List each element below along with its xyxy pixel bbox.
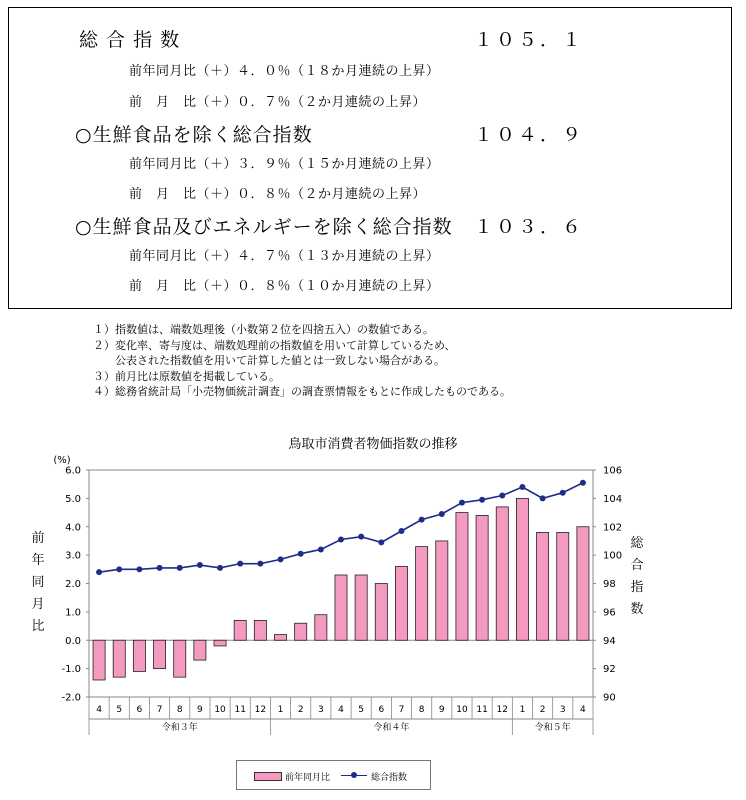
y-left-tick: -2.0 [61, 692, 81, 704]
y-left-tick: 6.0 [65, 465, 81, 477]
bar-yoy [194, 640, 206, 660]
point-index [318, 546, 324, 552]
bar-yoy [436, 541, 448, 640]
x-tick-label: 1 [277, 705, 284, 715]
x-tick-label: 11 [476, 705, 488, 715]
y-left-tick: 4.0 [65, 522, 81, 534]
x-tick-label: 9 [438, 705, 445, 715]
note-3: 公表された指数値を用いて計算した値とは一致しない場合がある。 [93, 354, 445, 368]
point-index [298, 551, 304, 557]
bar-yoy [375, 584, 387, 641]
note-2: ２）変化率、寄与度は、端数処理前の指数値を用いて計算しているため、 [93, 338, 456, 352]
x-tick-label: 3 [559, 705, 566, 715]
bar-yoy [476, 515, 488, 640]
bar-yoy [557, 532, 569, 640]
headline-value: １０５．１ [474, 29, 585, 51]
legend [236, 760, 431, 790]
point-index [157, 565, 163, 571]
bar-yoy [577, 527, 589, 641]
note-5: ４）総務省統計局「小売物価統計調査」の調査票情報をもとに作成したものである。 [93, 385, 511, 399]
bar-yoy [93, 640, 105, 680]
point-index [237, 561, 243, 567]
point-index [96, 569, 102, 575]
point-index [177, 565, 183, 571]
legend-line-label: 総合指数 [371, 773, 408, 783]
bar-yoy [416, 547, 428, 641]
y-right-tick: 92 [603, 664, 616, 676]
core-label: ○生鮮食品を除く総合指数 [75, 124, 313, 146]
y-left-tick: -1.0 [61, 664, 81, 676]
x-tick-label: 7 [156, 705, 163, 715]
point-index [358, 534, 364, 540]
y-left-tick: 1.0 [65, 607, 81, 619]
x-tick-label: 4 [96, 705, 102, 715]
core-yoy: 前年同月比（＋）３．９％（１５か月連続の上昇） [129, 157, 440, 172]
bar-yoy [335, 575, 347, 640]
point-index [338, 537, 344, 543]
line-index [99, 483, 583, 572]
point-index [439, 511, 445, 517]
y-left-axis-label: 前 年 同 月 比 [31, 531, 45, 634]
bar-yoy [516, 498, 528, 640]
core-core-mom: 前 月 比（＋）０．８％（１０か月連続の上昇） [129, 279, 440, 294]
x-tick-label: 5 [116, 705, 123, 715]
core-core-label: ○生鮮食品及びエネルギーを除く総合指数 [75, 216, 453, 238]
y-right-tick: 94 [603, 635, 616, 647]
y-right-tick: 98 [603, 579, 616, 590]
headline-yoy: 前年同月比（＋）４．０％（１８か月連続の上昇） [129, 64, 440, 79]
x-tick-label: 7 [398, 705, 405, 715]
core-value: １０４．９ [474, 124, 585, 146]
bar-yoy [537, 532, 549, 640]
bar-yoy [254, 620, 266, 640]
x-tick-label: 12 [254, 705, 267, 715]
bar-yoy [295, 623, 307, 640]
point-index [580, 480, 586, 486]
y-right-tick: 102 [603, 522, 623, 534]
point-index [459, 500, 465, 506]
point-index [257, 561, 263, 567]
headline-mom: 前 月 比（＋）０．７％（２か月連続の上昇） [129, 95, 427, 110]
x-tick-label: 10 [214, 705, 226, 715]
y-left-tick: 0.0 [65, 635, 81, 647]
note-1: １）指数値は、端数処理後（小数第２位を四捨五入）の数値である。 [93, 323, 434, 336]
core-core-value: １０３．６ [474, 216, 585, 238]
x-tick-label: 1 [519, 705, 526, 715]
bar-yoy [234, 620, 246, 640]
x-tick-label: 4 [580, 705, 586, 715]
x-tick-label: 8 [176, 705, 183, 715]
x-tick-label: 6 [136, 705, 143, 715]
y-right-tick: 100 [603, 550, 623, 562]
point-index [419, 517, 425, 523]
point-index [278, 556, 284, 562]
bar-yoy [395, 566, 407, 640]
bar-yoy [355, 575, 367, 640]
point-index [217, 565, 223, 571]
year-label: 令和４年 [373, 723, 410, 733]
point-index [197, 562, 203, 568]
legend-bar-label: 前年同月比 [285, 773, 331, 783]
point-index [116, 566, 122, 572]
x-tick-label: 11 [234, 705, 246, 715]
x-tick-label: 12 [496, 705, 509, 715]
y-right-tick: 90 [603, 692, 616, 704]
y-right-tick: 104 [603, 493, 623, 505]
point-index [479, 497, 485, 503]
point-index [499, 493, 505, 499]
x-tick-label: 4 [338, 705, 344, 715]
point-index [519, 484, 525, 490]
y-left-unit: (%) [53, 455, 71, 466]
point-index [378, 539, 384, 545]
x-tick-label: 6 [378, 705, 385, 715]
x-tick-label: 9 [197, 705, 203, 715]
y-left-tick: 5.0 [65, 493, 81, 505]
legend-marker-swatch [351, 772, 357, 778]
bar-yoy [113, 640, 125, 677]
core-mom: 前 月 比（＋）０．８％（２か月連続の上昇） [129, 187, 427, 202]
bar-yoy [456, 513, 468, 641]
point-index [136, 566, 142, 572]
x-tick-label: 8 [418, 705, 425, 715]
year-label: 令和５年 [534, 723, 571, 733]
point-index [398, 528, 404, 534]
y-left-tick: 3.0 [65, 550, 81, 562]
bar-yoy [154, 640, 166, 668]
bar-yoy [274, 635, 286, 641]
bar-yoy [214, 640, 226, 646]
y-right-tick: 96 [603, 607, 616, 619]
bar-yoy [133, 640, 145, 671]
headline-label: 総 合 指 数 [79, 29, 181, 51]
x-tick-label: 2 [297, 705, 304, 715]
bar-yoy [496, 507, 508, 640]
bar-yoy [315, 615, 327, 641]
y-right-tick: 106 [603, 465, 623, 477]
year-label: 令和３年 [161, 723, 198, 733]
x-tick-label: 5 [358, 705, 365, 715]
point-index [540, 495, 546, 501]
point-index [560, 490, 566, 496]
chart-title: 鳥取市消費者物価指数の推移 [288, 437, 458, 452]
x-tick-label: 10 [456, 705, 468, 715]
bar-yoy [174, 640, 186, 677]
note-4: ３）前月比は原数値を掲載している。 [93, 369, 280, 383]
x-tick-label: 3 [317, 705, 324, 715]
x-tick-label: 2 [539, 705, 546, 715]
core-core-yoy: 前年同月比（＋）４．７％（１３か月連続の上昇） [129, 249, 440, 264]
y-left-tick: 2.0 [65, 579, 81, 590]
y-right-axis-label: 総 合 指 数 [630, 536, 644, 617]
legend-bar-swatch [254, 772, 282, 781]
